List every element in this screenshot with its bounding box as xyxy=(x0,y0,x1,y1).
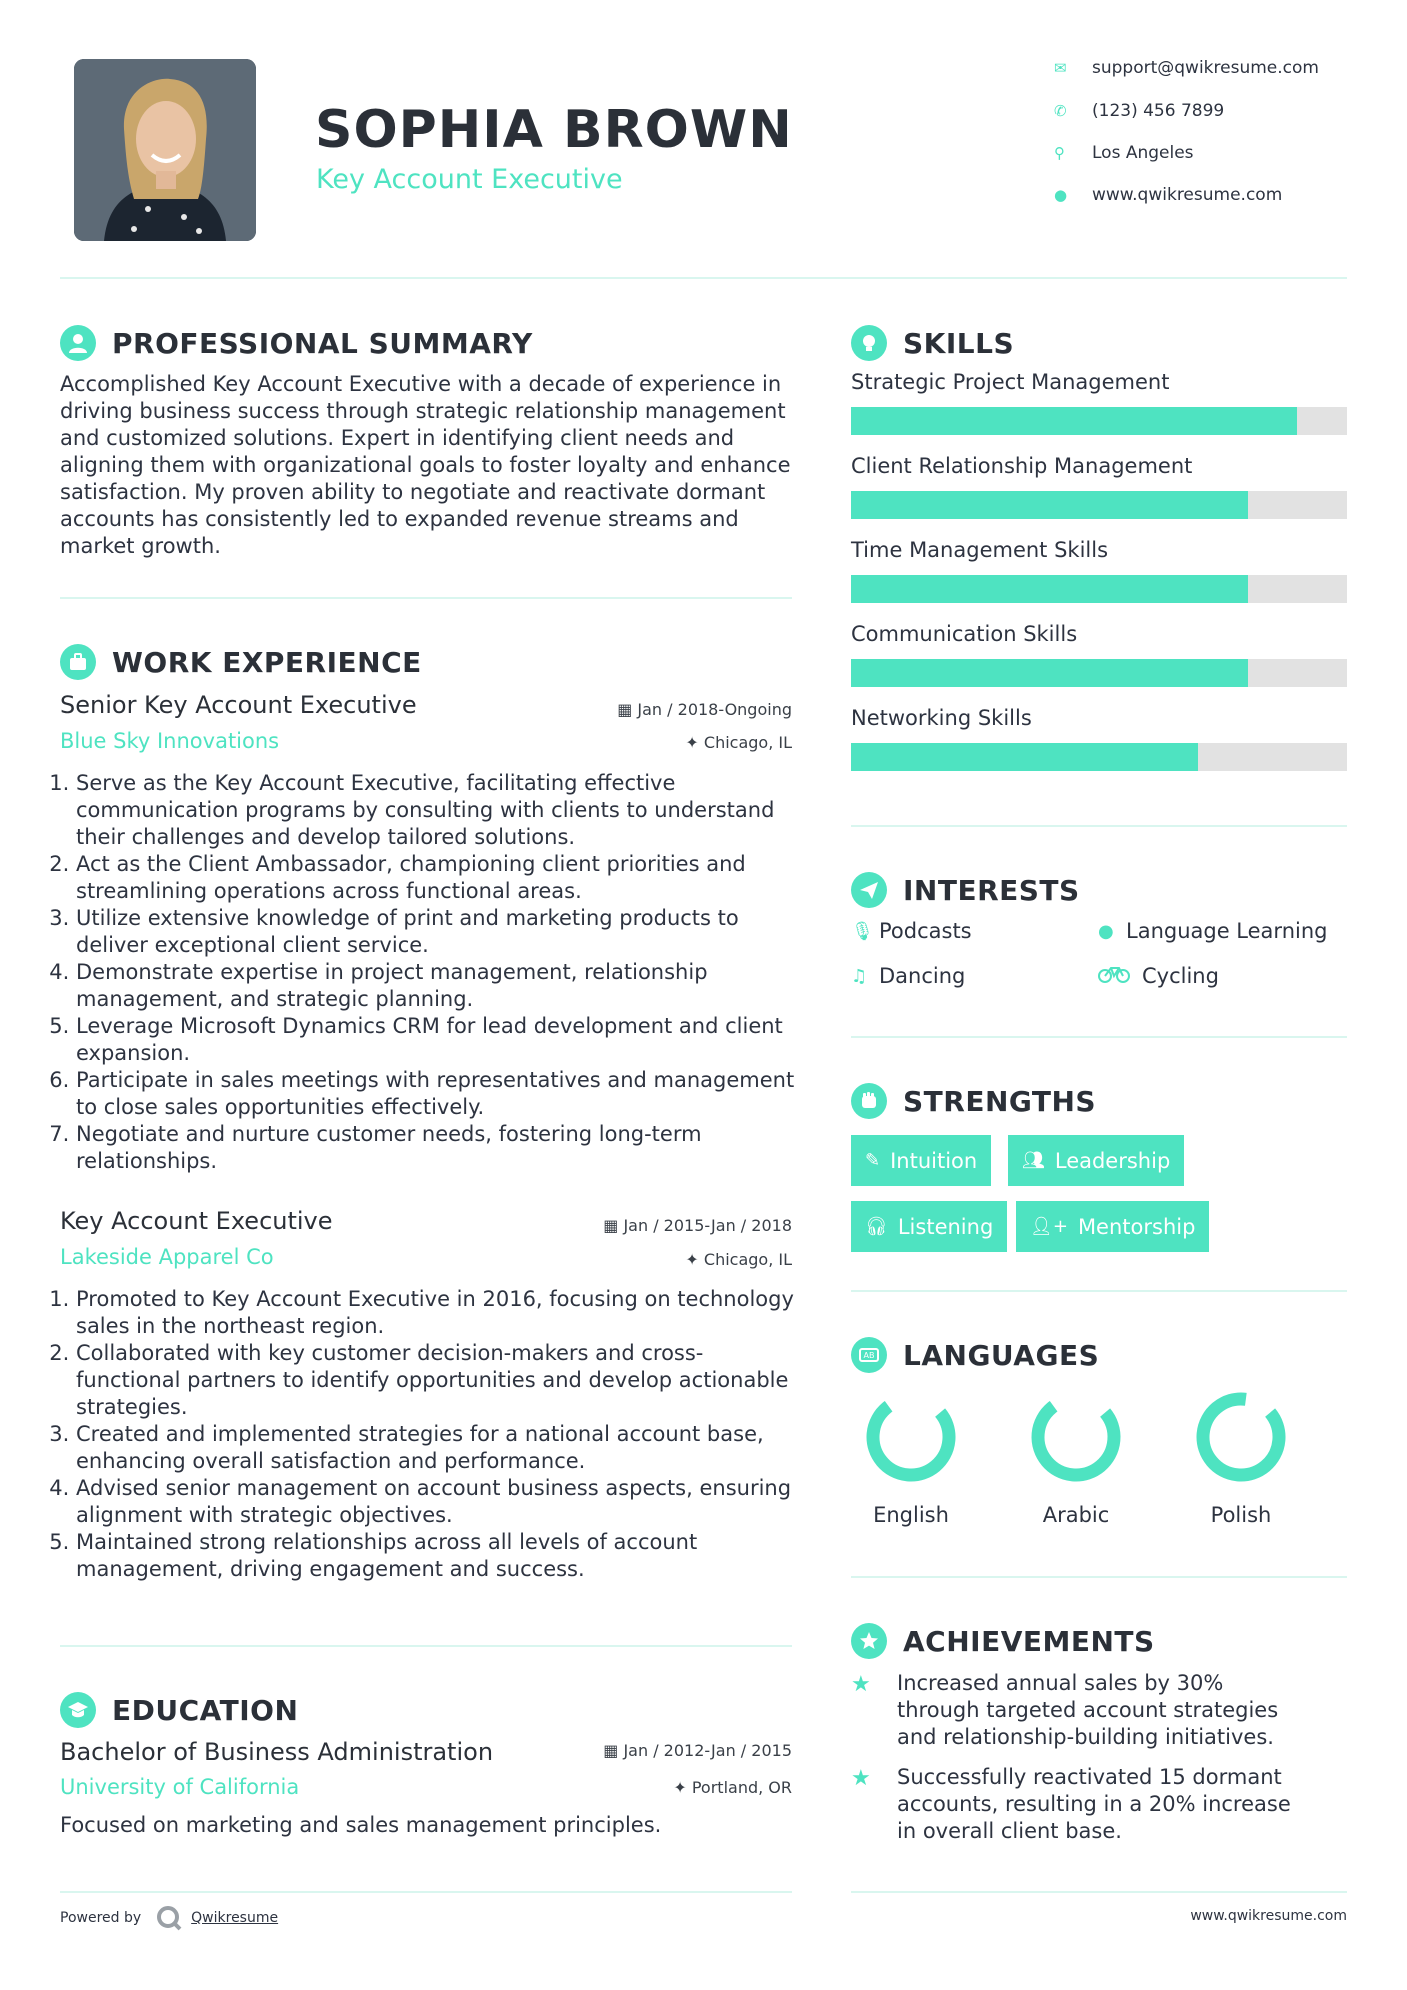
achievements-heading: ACHIEVEMENTS xyxy=(851,1622,1155,1660)
languages-heading: AB LANGUAGES xyxy=(851,1336,1099,1374)
star-badge-icon xyxy=(851,1623,887,1659)
phone-icon: ✆ xyxy=(1054,102,1067,120)
list-item: 5. Maintained strong relationships across all levels of account management, driving engagement and success. xyxy=(76,1529,798,1583)
fist-icon xyxy=(851,1083,887,1119)
microphone-icon: 🎙︎ xyxy=(851,920,874,942)
job-company: Lakeside Apparel Co xyxy=(60,1245,274,1269)
strengths-divider xyxy=(851,1290,1347,1292)
job-dates: ▦ Jan / 2018-Ongoing xyxy=(617,700,792,719)
skill-name: Client Relationship Management xyxy=(851,454,1193,478)
job-title: Key Account Executive xyxy=(60,1207,333,1235)
skill-name: Strategic Project Management xyxy=(851,370,1170,394)
footer-brand-link[interactable]: Qwikresume xyxy=(191,1910,279,1926)
job-location: ✦ Chicago, IL xyxy=(685,1250,792,1269)
job-duties xyxy=(58,1286,798,1583)
education-degree: Bachelor of Business Administration xyxy=(60,1738,494,1766)
bicycle-icon xyxy=(1098,965,1142,988)
star-icon: ★ xyxy=(851,1766,871,1791)
education-school: University of California xyxy=(60,1775,300,1799)
language-name: Arabic xyxy=(1042,1503,1110,1527)
job-duties xyxy=(58,770,798,1175)
strength-chip: 🎧︎ Listening xyxy=(851,1201,1007,1252)
list-item: 4. Advised senior management on account business aspects, ensuring alignment with strategic objectives. xyxy=(76,1475,798,1529)
globe-icon: ● xyxy=(1098,920,1114,942)
job-title: Senior Key Account Executive xyxy=(60,691,417,719)
achievements-divider xyxy=(851,1891,1347,1893)
skill-bar xyxy=(851,743,1347,771)
interests-divider xyxy=(851,1036,1347,1038)
list-item: 2. Act as the Client Ambassador, championing client priorities and streamlining operations across functional areas. xyxy=(76,851,798,905)
job-location: ✦ Chicago, IL xyxy=(685,733,792,752)
pin-icon: ✦ xyxy=(685,1250,704,1269)
footer-powered: Powered by Qwikresume xyxy=(60,1904,278,1932)
list-item: 1. Promoted to Key Account Executive in 2016, focusing on technology sales in the northeast region. xyxy=(76,1286,798,1340)
list-item: 3. Utilize extensive knowledge of print and marketing products to deliver exceptional client service. xyxy=(76,905,798,959)
language-ring-polish xyxy=(1187,1385,1294,1491)
interests-heading: INTERESTS xyxy=(851,871,1080,909)
list-item: 2. Collaborated with key customer decision-makers and cross-functional partners to identify opportunities and develop actionable strategies. xyxy=(76,1340,798,1421)
skills-list xyxy=(851,370,1347,771)
calendar-icon: ▦ xyxy=(617,700,638,719)
candidate-name: SOPHIA BROWN xyxy=(315,100,793,160)
skill-name: Time Management Skills xyxy=(851,538,1109,562)
contact-website[interactable]: ● www.qwikresume.com xyxy=(1054,185,1283,205)
languages-divider xyxy=(851,1576,1347,1578)
language-name: English xyxy=(873,1503,949,1527)
skill-bar-fill xyxy=(851,659,1248,687)
strength-chip: ✎ Intuition xyxy=(851,1135,991,1186)
skill-bar-fill xyxy=(851,491,1248,519)
candidate-role: Key Account Executive xyxy=(316,164,623,195)
language-name: Polish xyxy=(1210,1503,1272,1527)
education-divider xyxy=(60,1891,792,1893)
graduation-icon xyxy=(60,1692,96,1728)
profile-photo xyxy=(74,59,256,241)
globe-icon: ● xyxy=(1054,186,1068,204)
experience-heading: WORK EXPERIENCE xyxy=(60,643,422,681)
contact-phone[interactable]: ✆ (123) 456 7899 xyxy=(1054,101,1225,121)
footer-site-link[interactable]: www.qwikresume.com xyxy=(1190,1908,1347,1924)
map-pin-icon: ⚲ xyxy=(1054,144,1065,162)
skill-bar-fill xyxy=(851,575,1248,603)
skills-divider xyxy=(851,825,1347,827)
interest-item: ● Language Learning xyxy=(1098,919,1328,943)
strength-chip: 👥︎ Leadership xyxy=(1008,1135,1184,1186)
lightbulb-icon xyxy=(851,325,887,361)
skill-bar xyxy=(851,491,1347,519)
education-heading: EDUCATION xyxy=(60,1691,298,1729)
contact-email[interactable]: ✉ support@qwikresume.com xyxy=(1054,58,1319,78)
strength-chip: 👤︎+ Mentorship xyxy=(1016,1201,1209,1252)
pin-icon: ✦ xyxy=(673,1778,692,1797)
skill-bar xyxy=(851,659,1347,687)
education-location: ✦ Portland, OR xyxy=(673,1778,792,1797)
list-item: 3. Created and implemented strategies for a national account base, enhancing overall satisfaction and performance. xyxy=(76,1421,798,1475)
experience-divider xyxy=(60,1645,792,1647)
envelope-icon: ✉ xyxy=(1054,59,1067,77)
language-ring-arabic xyxy=(1022,1385,1129,1491)
education-dates: ▦ Jan / 2012-Jan / 2015 xyxy=(603,1741,792,1760)
user-icon xyxy=(60,325,96,361)
language-icon xyxy=(851,1337,887,1373)
star-icon: ★ xyxy=(851,1672,871,1697)
strengths-heading: STRENGTHS xyxy=(851,1082,1096,1120)
calendar-icon: ▦ xyxy=(603,1741,624,1760)
summary-divider xyxy=(60,597,792,599)
language-ring-english xyxy=(857,1385,964,1491)
skill-bar-fill xyxy=(851,743,1198,771)
user-plus-icon: 👤︎+ xyxy=(1030,1216,1068,1237)
list-item: 5. Leverage Microsoft Dynamics CRM for lead development and client expansion. xyxy=(76,1013,798,1067)
summary-heading: PROFESSIONAL SUMMARY xyxy=(60,324,533,362)
list-item: 6. Participate in sales meetings with representatives and management to close sales opportunities effectively. xyxy=(76,1067,798,1121)
language-rings xyxy=(851,1385,1347,1495)
music-note-icon: ♫ xyxy=(851,965,868,987)
list-item: 1. Serve as the Key Account Executive, facilitating effective communication programs by consulting with clients to understand their challenges and develop tailored solutions. xyxy=(76,770,798,851)
paper-plane-icon xyxy=(851,872,887,908)
language-ring-fill xyxy=(1187,1385,1294,1491)
skill-name: Networking Skills xyxy=(851,706,1032,730)
magic-wand-icon: ✎ xyxy=(865,1150,881,1171)
pin-icon: ✦ xyxy=(685,733,704,752)
achievement-item: ★ Increased annual sales by 30% through targeted account strategies and relationship-building initiatives. xyxy=(851,1671,1279,1749)
skills-heading: SKILLS xyxy=(851,324,1014,362)
job-dates: ▦ Jan / 2015-Jan / 2018 xyxy=(603,1216,792,1235)
contact-location: ⚲ Los Angeles xyxy=(1054,143,1194,163)
achievement-item: ★ Successfully reactivated 15 dormant accounts, resulting in a 20% increase in overall client base. xyxy=(851,1765,1291,1843)
list-item: 4. Demonstrate expertise in project management, relationship management, and strategic planning. xyxy=(76,959,798,1013)
qwikresume-logo-icon xyxy=(155,1904,183,1932)
interest-item: Cycling xyxy=(1098,964,1219,988)
skill-bar-fill xyxy=(851,407,1297,435)
header-divider xyxy=(60,277,1347,279)
list-item: 7. Negotiate and nurture customer needs, fostering long-term relationships. xyxy=(76,1121,798,1175)
education-note: Focused on marketing and sales management principles. xyxy=(60,1813,662,1837)
interest-item: 🎙︎ Podcasts xyxy=(851,919,972,943)
job-company: Blue Sky Innovations xyxy=(60,729,280,753)
interest-item: ♫ Dancing xyxy=(851,964,966,988)
skill-bar xyxy=(851,407,1347,435)
skill-bar xyxy=(851,575,1347,603)
svg-text:AB: AB xyxy=(863,1351,875,1360)
briefcase-icon xyxy=(60,644,96,680)
users-icon: 👥︎ xyxy=(1022,1150,1045,1171)
skill-name: Communication Skills xyxy=(851,622,1078,646)
summary-text: Accomplished Key Account Executive with a decade of experience in driving business success through strategic relationship management and customized solutions. Expert in identifying client needs and aligning them with organizational goals to foster loyalty and enhance satisfaction. My proven ability to negotiate and reactivate dormant accounts has consistently led to expanded revenue streams and market growth. xyxy=(60,372,791,558)
calendar-icon: ▦ xyxy=(603,1216,624,1235)
headphones-icon: 🎧︎ xyxy=(865,1216,888,1237)
